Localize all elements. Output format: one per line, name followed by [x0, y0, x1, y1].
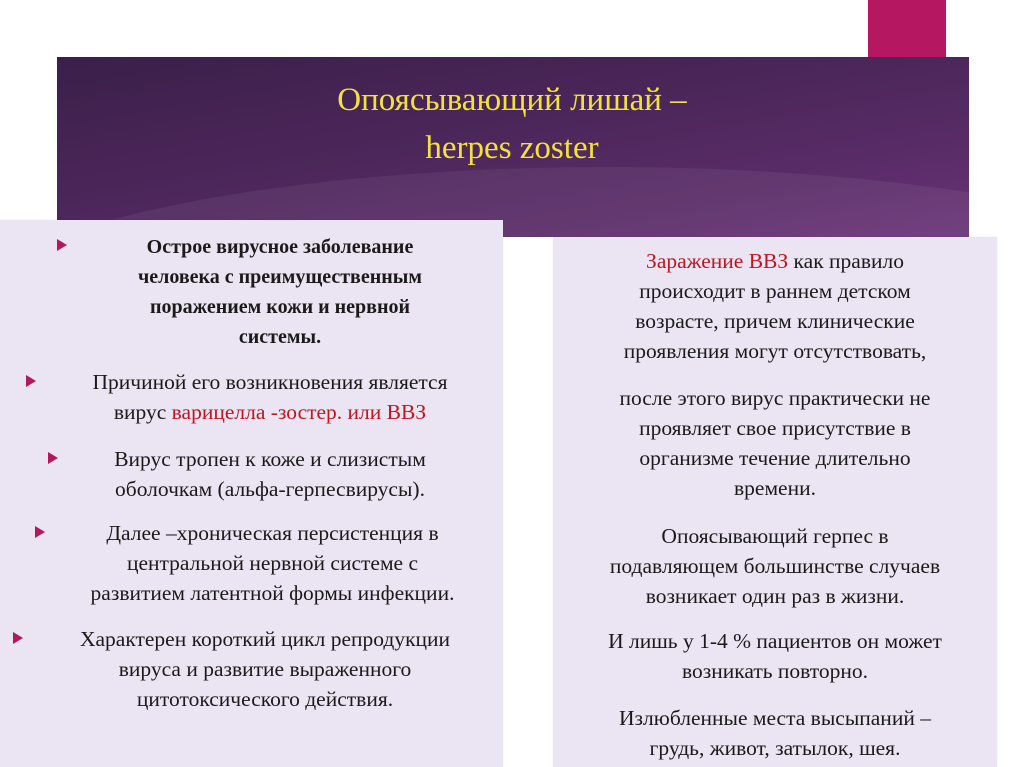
right-paragraph-4 [553, 626, 997, 686]
bullet-icon [13, 632, 23, 644]
highlight-text: Заражение ВВЗ [646, 249, 789, 273]
right-paragraph-2 [553, 383, 997, 503]
text-line [40, 397, 500, 427]
text-line: цитотоксического действия. [136, 687, 394, 711]
text-line: поражением кожи и нервной [150, 296, 410, 318]
text-line: вируса и развитие выраженного [118, 657, 412, 681]
text-line: Вирус тропен к коже и слизистым [114, 447, 426, 471]
title-line-1: Опоясывающий лишай – [337, 82, 687, 118]
text-line: Опоясывающий герпес в [661, 524, 889, 548]
slide-title [0, 76, 1024, 172]
text-line: проявляет свое присутствие в [639, 416, 911, 440]
right-paragraph-1 [553, 246, 997, 366]
bullet-icon [57, 239, 67, 251]
text-line: организме течение длительно [639, 446, 911, 470]
text-line: грудь, живот, затылок, шея. [649, 736, 901, 760]
left-paragraph-4 [45, 518, 500, 608]
text-line: развитием латентной формы инфекции. [90, 581, 455, 605]
text-line: центральной нервной системе с [126, 551, 419, 575]
text-line: человека с преимущественным [138, 266, 422, 288]
text-line: проявления могут отсутствовать, [623, 339, 927, 363]
text-line: Далее –хроническая персистенция в [106, 521, 439, 545]
left-panel [0, 220, 503, 767]
bullet-icon [35, 526, 45, 538]
bullet-icon [26, 375, 36, 387]
left-paragraph-5 [30, 624, 500, 714]
text-line: оболочкам (альфа-герпесвирусы). [115, 477, 425, 501]
left-paragraph-1 [80, 232, 480, 352]
highlight-text: варицелла -зостер. или ВВЗ [171, 400, 427, 424]
text-line: времени. [734, 476, 816, 500]
bullet-icon [48, 452, 58, 464]
text-line: возрасте, причем клинические [635, 309, 915, 333]
text-line: после этого вирус практически не [619, 386, 931, 410]
text-line: Причиной его возникновения является [92, 370, 448, 394]
text-line: возникать повторно. [681, 659, 869, 683]
text-line: подавляющем большинстве случаев [609, 554, 941, 578]
text-span: как правило [788, 249, 904, 273]
text-line: системы. [238, 326, 322, 348]
text-line: И лишь у 1-4 % пациентов он может [608, 629, 942, 653]
text-line: Характерен короткий цикл репродукции [79, 627, 451, 651]
text-line: происходит в раннем детском [639, 279, 911, 303]
right-paragraph-3 [553, 521, 997, 611]
text-span: вирус [113, 400, 172, 424]
right-panel [553, 237, 997, 767]
text-line: Излюбленные места высыпаний – [619, 706, 931, 730]
right-paragraph-5 [553, 703, 997, 763]
text-line [553, 246, 997, 276]
left-paragraph-3 [60, 444, 480, 504]
text-line: Острое вирусное заболевание [146, 236, 414, 258]
text-line: возникает один раз в жизни. [645, 584, 905, 608]
title-line-2: herpes zoster [425, 130, 599, 166]
left-paragraph-2 [40, 367, 500, 427]
